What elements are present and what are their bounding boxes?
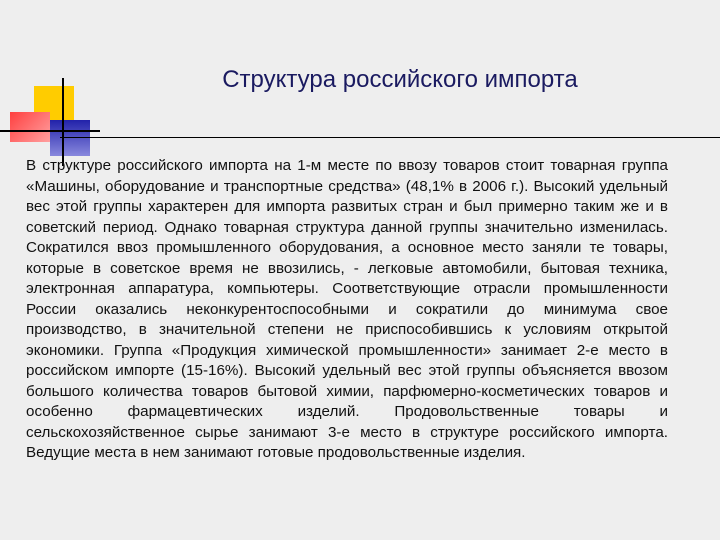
decorative-horizontal-line <box>0 130 100 132</box>
decorative-blue-square <box>50 120 90 156</box>
slide-body-text: В структуре российского импорта на 1-м месте по ввозу товаров стоит товарная группа «Машины, оборудование и транспортные средства» (48,1% в 2006 г.). Высокий удельный вес этой группы характерен для импорта развитых стран и был примерно таким же и в советский период. Однако товарная структура данной группы значительно изменилась. Сократился ввоз промышленного оборудования, а основное место заняли те товары, которые в советское время не ввозились, - легковые автомобили, бытовая техника, электронная аппаратура, компьютеры. Соответствующие отрасли промышленности России оказались неконкурентоспособными и сократили до минимума свое производство, в значительной степени не приспособившись к условиям открытой экономики. Группа «Продукция химической промышленности» занимает 2-е место в российском импорте (15-16%). Высокий удельный вес этой группы объясняется ввозом большого количества товаров бытовой химии, парфюмерно-косметических товаров и особенно фармацевтических изделий. Продовольственные товары и сельскохозяйственное сырье занимают 3-е место в структуре российского импорта. Ведущие места в нем занимают готовые продовольственные изделия. <box>26 157 668 461</box>
decorative-red-square <box>10 112 50 142</box>
title-underline <box>60 137 720 138</box>
decorative-vertical-line <box>62 78 64 166</box>
slide-title: Структура российского импорта <box>222 66 578 93</box>
